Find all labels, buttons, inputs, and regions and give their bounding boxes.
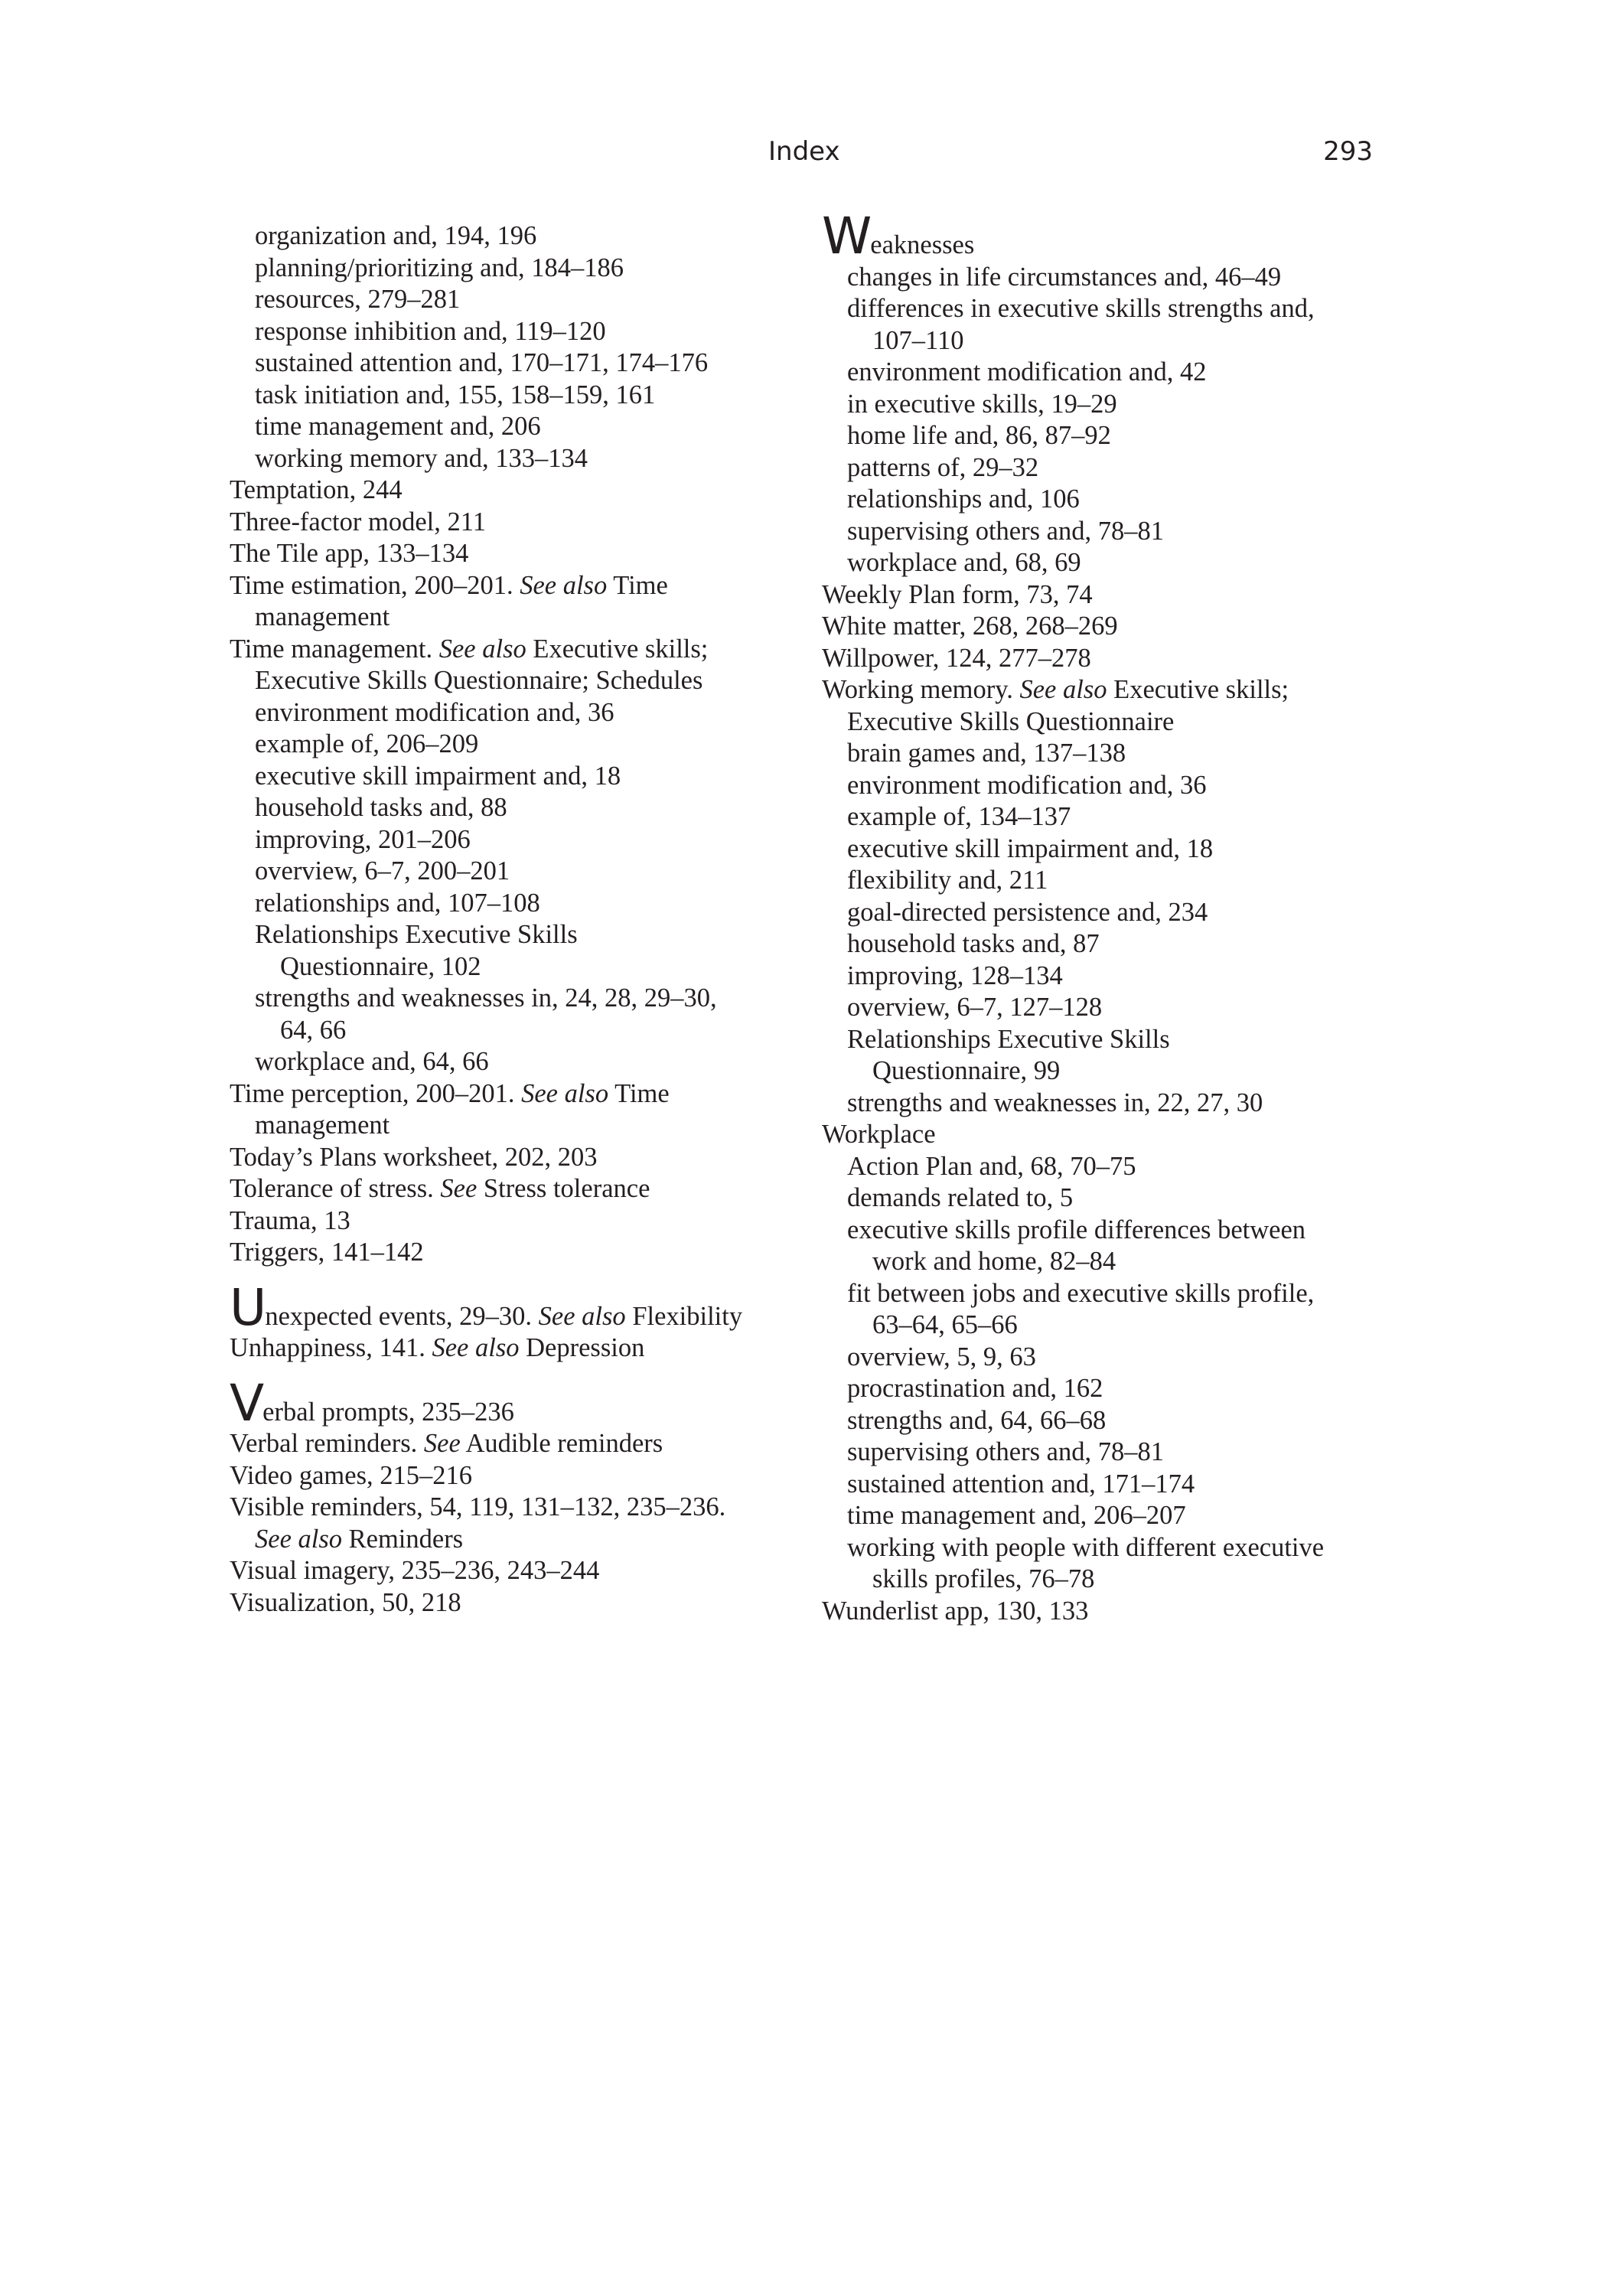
index-entry: [822, 579, 1388, 612]
index-entry: [230, 1373, 811, 1433]
entry-text: overview, 5, 9, 63: [847, 1342, 1036, 1371]
index-subentry: [822, 516, 1388, 548]
index-entry: [230, 1142, 811, 1174]
entry-text: working memory and, 133–134: [255, 443, 588, 473]
entry-text: household tasks and, 87: [847, 929, 1100, 958]
index-subentry: [230, 220, 811, 253]
entry-text: overview, 6–7, 127–128: [847, 993, 1103, 1022]
index-subentry: [822, 1437, 1388, 1469]
entry-text: supervising others and, 78–81: [847, 1437, 1164, 1466]
index-entry: [822, 1119, 1388, 1151]
entry-text: household tasks and, 88: [255, 793, 507, 822]
index-subentry: [822, 1278, 1388, 1342]
entry-text: fit between jobs and executive skills profile,: [847, 1278, 1315, 1308]
cross-reference: Time: [613, 570, 668, 600]
index-subentry: [822, 357, 1388, 389]
index-subentry: [230, 761, 811, 793]
cross-reference: Stress tolerance: [483, 1174, 650, 1203]
index-subentry: [822, 293, 1388, 357]
index-entry: [822, 643, 1388, 675]
index-entry: [230, 1428, 811, 1460]
entry-text: task initiation and, 155, 158–159, 161: [255, 380, 656, 409]
entry-text: overview, 6–7, 200–201: [255, 856, 510, 885]
index-entry: [230, 1332, 811, 1365]
page-number: 293: [1323, 136, 1373, 167]
entry-text: strengths and, 64, 66–68: [847, 1405, 1107, 1435]
index-subentry: [230, 253, 811, 285]
entry-text: Visible reminders, 54, 119, 131–132, 235–236.: [230, 1492, 726, 1521]
letter-group-gap: [230, 1269, 811, 1292]
index-subentry: [822, 389, 1388, 421]
entry-text: Unhappiness, 141.: [230, 1333, 425, 1362]
index-entry: [230, 1205, 811, 1238]
index-subentry: [822, 452, 1388, 484]
index-subentry: [822, 801, 1388, 833]
entry-text: resources, 279–281: [255, 285, 461, 314]
entry-text: home life and, 86, 87–92: [847, 421, 1111, 450]
entry-text: planning/prioritizing and, 184–186: [255, 253, 624, 282]
entry-text: response inhibition and, 119–120: [255, 316, 606, 346]
entry-text: Verbal reminders.: [230, 1429, 418, 1458]
index-subentry: [822, 960, 1388, 993]
entry-text: Three-factor model, 211: [230, 507, 486, 536]
entry-text: environment modification and, 36: [255, 697, 614, 727]
index-column-left: [230, 220, 811, 1619]
cross-reference: Executive skills;: [1113, 675, 1289, 704]
entry-text: strengths and weaknesses in, 22, 27, 30: [847, 1088, 1263, 1117]
entry-text: environment modification and, 42: [847, 357, 1207, 386]
see-also-label: See also: [1019, 675, 1107, 704]
entry-text: differences in executive skills strengths and,: [847, 294, 1315, 323]
index-entry: [230, 475, 811, 507]
entry-continuation: 63–64, 65–66: [872, 1310, 1018, 1339]
cross-reference: Flexibility: [632, 1301, 743, 1331]
entry-text: Workplace: [822, 1120, 936, 1149]
entry-text: Video games, 215–216: [230, 1460, 473, 1490]
cross-reference: Executive skills;: [533, 634, 709, 664]
entry-continuation: Executive Skills Questionnaire; Schedules: [255, 666, 703, 695]
entry-text: changes in life circumstances and, 46–49: [847, 262, 1282, 292]
entry-text: flexibility and, 211: [847, 866, 1048, 895]
see-also-label: See: [423, 1429, 461, 1458]
entry-text: brain games and, 137–138: [847, 739, 1126, 768]
entry-text: nexpected events, 29–30.: [265, 1301, 533, 1331]
index-subentry: [822, 1500, 1388, 1532]
index-entry: [822, 611, 1388, 643]
index-subentry: [822, 1151, 1388, 1183]
entry-text: example of, 206–209: [255, 729, 479, 758]
entry-continuation: Questionnaire, 99: [872, 1056, 1061, 1085]
index-column-right: [822, 207, 1388, 1627]
index-subentry: [230, 856, 811, 888]
entry-text: time management and, 206: [255, 412, 541, 441]
entry-text: Today’s Plans worksheet, 202, 203: [230, 1142, 598, 1172]
index-subentry: [822, 1182, 1388, 1215]
index-subentry: [822, 738, 1388, 770]
section-letter: V: [230, 1373, 263, 1433]
entry-text: workplace and, 64, 66: [255, 1047, 489, 1076]
index-entry: [230, 634, 811, 697]
index-subentry: [822, 1405, 1388, 1437]
index-entry: [230, 1277, 811, 1337]
entry-text: Tolerance of stress.: [230, 1174, 434, 1203]
index-subentry: [822, 547, 1388, 579]
index-subentry: [822, 992, 1388, 1024]
see-also-label: See: [440, 1174, 478, 1203]
entry-text: Time management.: [230, 634, 433, 664]
cross-reference: Depression: [526, 1333, 645, 1362]
entry-text: erbal prompts, 235–236: [262, 1397, 514, 1427]
entry-continuation: work and home, 82–84: [872, 1247, 1116, 1276]
index-subentry: [822, 833, 1388, 866]
index-subentry: [230, 824, 811, 856]
index-subentry: [230, 983, 811, 1046]
index-subentry: [230, 443, 811, 475]
index-entry: [230, 1173, 811, 1205]
see-also-label: See also: [432, 1333, 520, 1362]
index-entry: [230, 1555, 811, 1587]
entry-text: demands related to, 5: [847, 1183, 1074, 1212]
cross-reference: Time: [614, 1078, 670, 1108]
entry-text: working with people with different executive: [847, 1532, 1325, 1562]
index-subentry: [822, 770, 1388, 802]
entry-continuation: 64, 66: [280, 1015, 347, 1045]
index-subentry: [822, 262, 1388, 294]
index-subentry: [230, 284, 811, 316]
entry-text: Wunderlist app, 130, 133: [822, 1596, 1089, 1626]
index-subentry: [230, 919, 811, 983]
index-entry: [230, 1587, 811, 1619]
index-entry: [230, 570, 811, 634]
entry-text: in executive skills, 19–29: [847, 389, 1117, 419]
index-subentry: [822, 1024, 1388, 1088]
index-subentry: [822, 1342, 1388, 1374]
entry-text: improving, 201–206: [255, 824, 471, 854]
entry-text: Visualization, 50, 218: [230, 1587, 461, 1617]
entry-text: organization and, 194, 196: [255, 221, 537, 250]
index-subentry: [230, 888, 811, 920]
entry-text: Triggers, 141–142: [230, 1238, 424, 1267]
index-subentry: [230, 792, 811, 824]
index-subentry: [822, 1215, 1388, 1278]
entry-text: Trauma, 13: [230, 1205, 350, 1235]
see-also-label: See also: [520, 570, 608, 600]
entry-text: sustained attention and, 170–171, 174–176: [255, 348, 709, 377]
see-also-label: See also: [255, 1524, 343, 1554]
entry-text: White matter, 268, 268–269: [822, 612, 1118, 641]
entry-text: goal-directed persistence and, 234: [847, 897, 1208, 927]
entry-text: executive skill impairment and, 18: [847, 833, 1214, 863]
entry-text: procrastination and, 162: [847, 1374, 1103, 1403]
index-subentry: [822, 1088, 1388, 1120]
entry-text: environment modification and, 36: [847, 770, 1207, 800]
entry-text: Time estimation, 200–201.: [230, 570, 513, 600]
entry-text: Relationships Executive Skills: [255, 920, 578, 949]
entry-text: sustained attention and, 171–174: [847, 1469, 1195, 1499]
entry-text: The Tile app, 133–134: [230, 539, 469, 568]
entry-continuation: 107–110: [872, 325, 964, 355]
see-also-label: See also: [438, 634, 526, 664]
index-subentry: [230, 1046, 811, 1078]
running-head: [0, 136, 1607, 174]
index-entry: [822, 1596, 1388, 1628]
index-subentry: [822, 865, 1388, 897]
index-subentry: [230, 697, 811, 729]
index-entry: [230, 538, 811, 570]
entry-text: Weekly Plan form, 73, 74: [822, 579, 1093, 609]
entry-text: workplace and, 68, 69: [847, 548, 1081, 577]
index-subentry: [230, 411, 811, 443]
entry-continuation: skills profiles, 76–78: [872, 1564, 1095, 1593]
see-also-label: See also: [538, 1301, 626, 1331]
index-subentry: [230, 347, 811, 380]
index-subentry: [822, 1532, 1388, 1596]
entry-text: time management and, 206–207: [847, 1501, 1186, 1530]
index-subentry: [822, 420, 1388, 452]
entry-continuation: management: [255, 1110, 390, 1140]
entry-text: relationships and, 107–108: [255, 888, 540, 918]
entry-text: example of, 134–137: [847, 802, 1071, 831]
entry-text: strengths and weaknesses in, 24, 28, 29–30,: [255, 983, 717, 1013]
entry-text: improving, 128–134: [847, 960, 1063, 990]
entry-text: Visual imagery, 235–236, 243–244: [230, 1556, 600, 1585]
index-entry: [230, 1492, 811, 1555]
see-also-label: See also: [521, 1078, 609, 1108]
index-subentry: [822, 1469, 1388, 1501]
section-letter: U: [230, 1277, 266, 1337]
entry-text: eaknesses: [870, 230, 975, 259]
entry-text: executive skills profile differences between: [847, 1215, 1306, 1244]
section-letter: W: [822, 207, 871, 266]
entry-text: supervising others and, 78–81: [847, 516, 1164, 546]
index-subentry: [230, 316, 811, 348]
index-subentry: [230, 729, 811, 761]
entry-text: relationships and, 106: [847, 484, 1080, 514]
cross-reference: Audible reminders: [465, 1429, 663, 1458]
index-subentry: [822, 1373, 1388, 1405]
running-head-title: Index: [768, 136, 840, 167]
entry-text: Working memory.: [822, 675, 1013, 704]
entry-text: Time perception, 200–201.: [230, 1078, 515, 1108]
index-subentry: [822, 484, 1388, 516]
index-entry: [230, 507, 811, 539]
entry-continuation: Executive Skills Questionnaire: [847, 706, 1175, 736]
index-subentry: [822, 928, 1388, 960]
entry-text: Relationships Executive Skills: [847, 1024, 1170, 1054]
entry-continuation: Reminders: [348, 1524, 464, 1554]
index-entry: [822, 207, 1388, 266]
index-subentry: [822, 897, 1388, 929]
entry-text: patterns of, 29–32: [847, 452, 1039, 482]
index-entry: [230, 1078, 811, 1142]
letter-group-gap: [230, 1365, 811, 1388]
index-subentry: [230, 380, 811, 412]
entry-text: executive skill impairment and, 18: [255, 761, 621, 791]
entry-text: Temptation, 244: [230, 475, 403, 504]
entry-text: Willpower, 124, 277–278: [822, 643, 1091, 673]
entry-continuation: Questionnaire, 102: [280, 951, 481, 981]
index-entry: [230, 1460, 811, 1492]
entry-text: Action Plan and, 68, 70–75: [847, 1151, 1136, 1181]
entry-continuation: management: [255, 602, 390, 631]
index-entry: [230, 1237, 811, 1269]
index-entry: [822, 674, 1388, 738]
